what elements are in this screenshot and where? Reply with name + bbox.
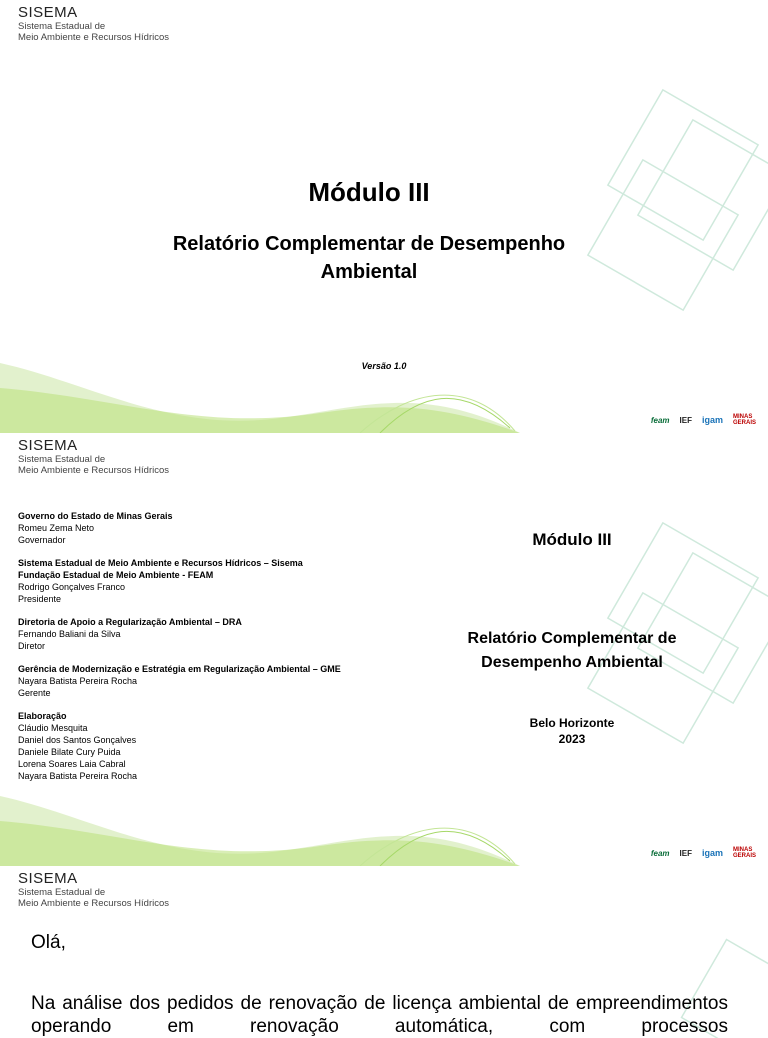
- brand-subtitle-line2: Meio Ambiente e Recursos Hídricos: [18, 465, 170, 476]
- mg-line1: MINAS: [732, 414, 753, 420]
- credit-org: Fundação Estadual de Meio Ambiente - FEAM: [18, 570, 214, 580]
- credit-name: Daniel dos Santos Gonçalves: [18, 735, 137, 745]
- minas-gerais-logo: [733, 414, 756, 426]
- place-date: [428, 715, 716, 747]
- mg-line2: GERAIS: [732, 420, 756, 426]
- sisema-brand: [18, 870, 169, 909]
- year: 2023: [558, 732, 586, 746]
- partner-logos: [651, 846, 756, 860]
- intro-paragraph: Na análise dos pedidos de renovação de licença ambiental de empreendimentos operando em renovação automática, com processos: [31, 993, 728, 1037]
- credit-org: Governo do Estado de Minas Gerais: [18, 511, 173, 521]
- credit-org: Elaboração: [18, 711, 67, 721]
- cover-subtitle-line1: Relatório Complementar de Desempenho: [172, 233, 566, 255]
- mg-line2: GERAIS: [732, 853, 756, 859]
- intro-slide: [0, 866, 768, 1037]
- credit-name: Romeu Zema Neto: [18, 523, 95, 533]
- mg-line1: MINAS: [732, 847, 753, 853]
- feam-logo: feam: [650, 848, 670, 858]
- brand-subtitle-line1: Sistema Estadual de: [18, 454, 106, 465]
- report-title: [428, 627, 716, 675]
- credit-name: Nayara Batista Pereira Rocha: [18, 676, 138, 686]
- brand-subtitle-line1: Sistema Estadual de: [18, 21, 106, 32]
- greeting: Olá,: [31, 932, 66, 953]
- credit-elaboration: [18, 710, 341, 782]
- feam-logo: feam: [650, 415, 670, 425]
- city: Belo Horizonte: [529, 716, 615, 730]
- credit-role: Presidente: [18, 594, 62, 604]
- ief-logo: IEF: [679, 415, 692, 425]
- brand-title: SISEMA: [18, 870, 78, 887]
- sisema-brand: [18, 4, 169, 43]
- version-label: Versão 1.0: [361, 361, 407, 371]
- credit-dra: [18, 616, 341, 652]
- cover-slide: [0, 0, 768, 433]
- igam-logo: igam: [701, 415, 723, 425]
- partner-logos: [651, 413, 756, 427]
- brand-subtitle-line2: Meio Ambiente e Recursos Hídricos: [18, 32, 170, 43]
- credit-role: Governador: [18, 535, 66, 545]
- igam-logo: igam: [701, 848, 723, 858]
- credit-name: Daniele Bilate Cury Puida: [18, 747, 121, 757]
- minas-gerais-logo: [733, 847, 756, 859]
- credit-org: Diretoria de Apoio a Regularização Ambiental – DRA: [18, 617, 242, 627]
- credit-role: Diretor: [18, 641, 46, 651]
- brand-title: SISEMA: [18, 4, 78, 21]
- credits-list: [18, 510, 341, 793]
- module-title: Módulo III: [532, 530, 612, 549]
- credit-role: Gerente: [18, 688, 51, 698]
- credit-name: Nayara Batista Pereira Rocha: [18, 771, 138, 781]
- credit-name: Cláudio Mesquita: [18, 723, 88, 733]
- cover-title: Módulo III: [308, 177, 430, 207]
- credit-gme: [18, 663, 341, 699]
- green-wave-decoration: [0, 786, 520, 866]
- brand-title: SISEMA: [18, 437, 78, 454]
- credit-government: [18, 510, 341, 546]
- cover-subtitle-line2: Ambiental: [320, 261, 418, 283]
- credit-org: Sistema Estadual de Meio Ambiente e Recursos Hídricos – Sisema: [18, 558, 303, 568]
- report-title-line1: Relatório Complementar de: [467, 630, 677, 647]
- credit-name: Fernando Baliani da Silva: [18, 629, 121, 639]
- brand-subtitle-line1: Sistema Estadual de: [18, 887, 106, 898]
- report-title-line2: Desempenho Ambiental: [481, 654, 663, 671]
- credit-org: Gerência de Modernização e Estratégia em Regularização Ambiental – GME: [18, 664, 341, 674]
- brand-subtitle-line2: Meio Ambiente e Recursos Hídricos: [18, 898, 170, 909]
- credit-name: Lorena Soares Laia Cabral: [18, 759, 126, 769]
- ief-logo: IEF: [679, 848, 692, 858]
- cover-subtitle: [0, 230, 753, 286]
- sisema-brand: [18, 437, 169, 476]
- credits-slide: [0, 433, 768, 866]
- credit-name: Rodrigo Gonçalves Franco: [18, 582, 126, 592]
- credit-feam: [18, 557, 341, 605]
